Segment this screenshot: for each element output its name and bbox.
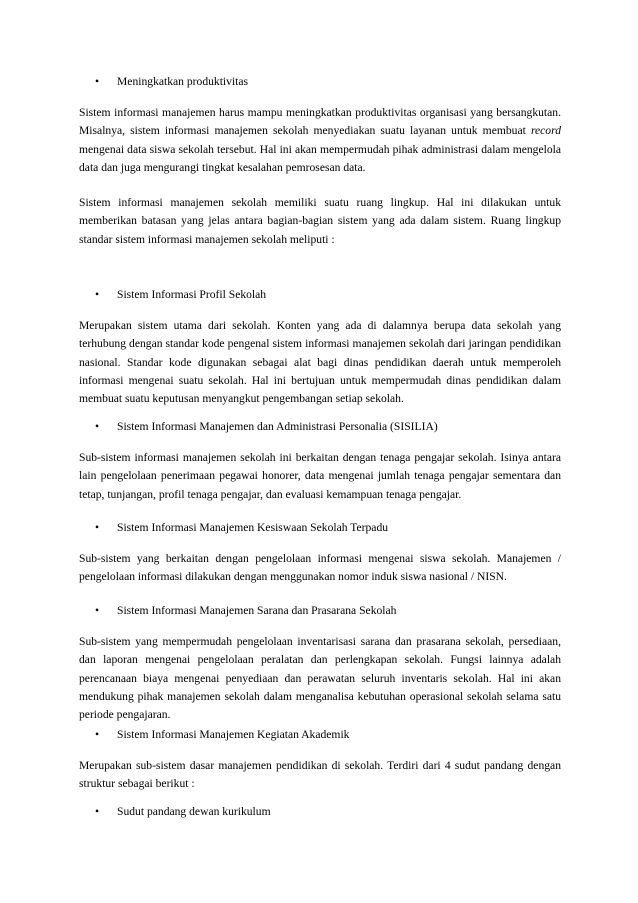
- paragraph-personnel: Sub-sistem informasi manajemen sekolah ini berkaitan dengan tenaga pengajar sekolah. Isinya antara lain pengelolaan penerimaan pegawai honorer, data mengenai jumlah tenaga pengajar sementara dan tetap, tunjangan, profil tenaga pengajar, dan evaluasi kemampuan tenaga pengajar.: [79, 451, 561, 501]
- bullet-text: Sistem Informasi Manajemen Kesiswaan Sekolah Terpadu: [117, 521, 389, 534]
- bullet-icon: •: [95, 75, 100, 88]
- bullet-text: Meningkatkan produktivitas: [117, 75, 249, 88]
- bullet-icon: •: [95, 521, 100, 534]
- bullet-text: Sistem Informasi Manajemen dan Administrasi Personalia (SISILIA): [117, 420, 438, 433]
- emphasis-record: record: [530, 124, 561, 138]
- bullet-text: Sistem Informasi Manajemen Kegiatan Akademik: [117, 728, 350, 741]
- bullet-text: Sistem Informasi Manajemen Sarana dan Prasarana Sekolah: [117, 604, 397, 617]
- paragraph-productivity: Sistem informasi manajemen harus mampu meningkatkan produktivitas organisasi yang bersangkutan. Misalnya, sistem informasi manajemen sekolah menyediakan suatu layanan untuk membuat record mengenai data siswa sekolah tersebut. Hal ini akan mempermudah pihak administrasi dalam mengelola data dan juga mengurangi tingkat kesalahan pemrosesan data.: [79, 106, 561, 174]
- bullet-text: Sistem Informasi Profil Sekolah: [117, 288, 267, 301]
- paragraph-facilities: Sub-sistem yang mempermudah pengelolaan inventarisasi sarana dan prasarana sekolah, persediaan, dan laporan mengenai pengelolaan peralatan dan perlengkapan sekolah. Fungsi lainnya adalah perencanaan biaya mengenai penyediaan dan perawatan seluruh inventaris sekolah. Hal ini akan mendukung pihak manajemen sekolah dalam menganalisa kebutuhan operasional sekolah selama satu periode pengajaran.: [79, 635, 561, 722]
- bullet-text: Sudut pandang dewan kurikulum: [117, 805, 271, 818]
- bullet-icon: •: [95, 420, 100, 433]
- bullet-icon: •: [95, 288, 100, 301]
- bullet-icon: •: [95, 805, 100, 818]
- paragraph-scope: Sistem informasi manajemen sekolah memiliki suatu ruang lingkup. Hal ini dilakukan untuk memberikan batasan yang jelas antara bagian-bagian sistem yang ada dalam sistem. Ruang lingkup standar sistem informasi manajemen sekolah meliputi :: [79, 196, 561, 246]
- bullet-icon: •: [95, 728, 100, 741]
- bullet-icon: •: [95, 604, 100, 617]
- paragraph-academic: Merupakan sub-sistem dasar manajemen pendidikan di sekolah. Terdiri dari 4 sudut pandang dengan struktur sebagai berikut :: [79, 759, 561, 791]
- paragraph-student: Sub-sistem yang berkaitan dengan pengelolaan informasi mengenai siswa sekolah. Manajemen / pengelolaan informasi dilakukan dengan menggunakan nomor induk siswa nasional / NISN.: [79, 552, 561, 584]
- paragraph-profile: Merupakan sistem utama dari sekolah. Konten yang ada di dalamnya berupa data sekolah yang terhubung dengan standar kode pengenal sistem informasi manajemen sekolah dari jaringan pendidikan nasional. Standar kode digunakan sebagai alat bagi dinas pendidikan daerah untuk memperoleh informasi mengenai suatu sekolah. Hal ini bertujuan untuk mempermudah dinas pendidikan dalam membuat suatu keputusan menyangkut pengembangan setiap sekolah.: [79, 319, 561, 406]
